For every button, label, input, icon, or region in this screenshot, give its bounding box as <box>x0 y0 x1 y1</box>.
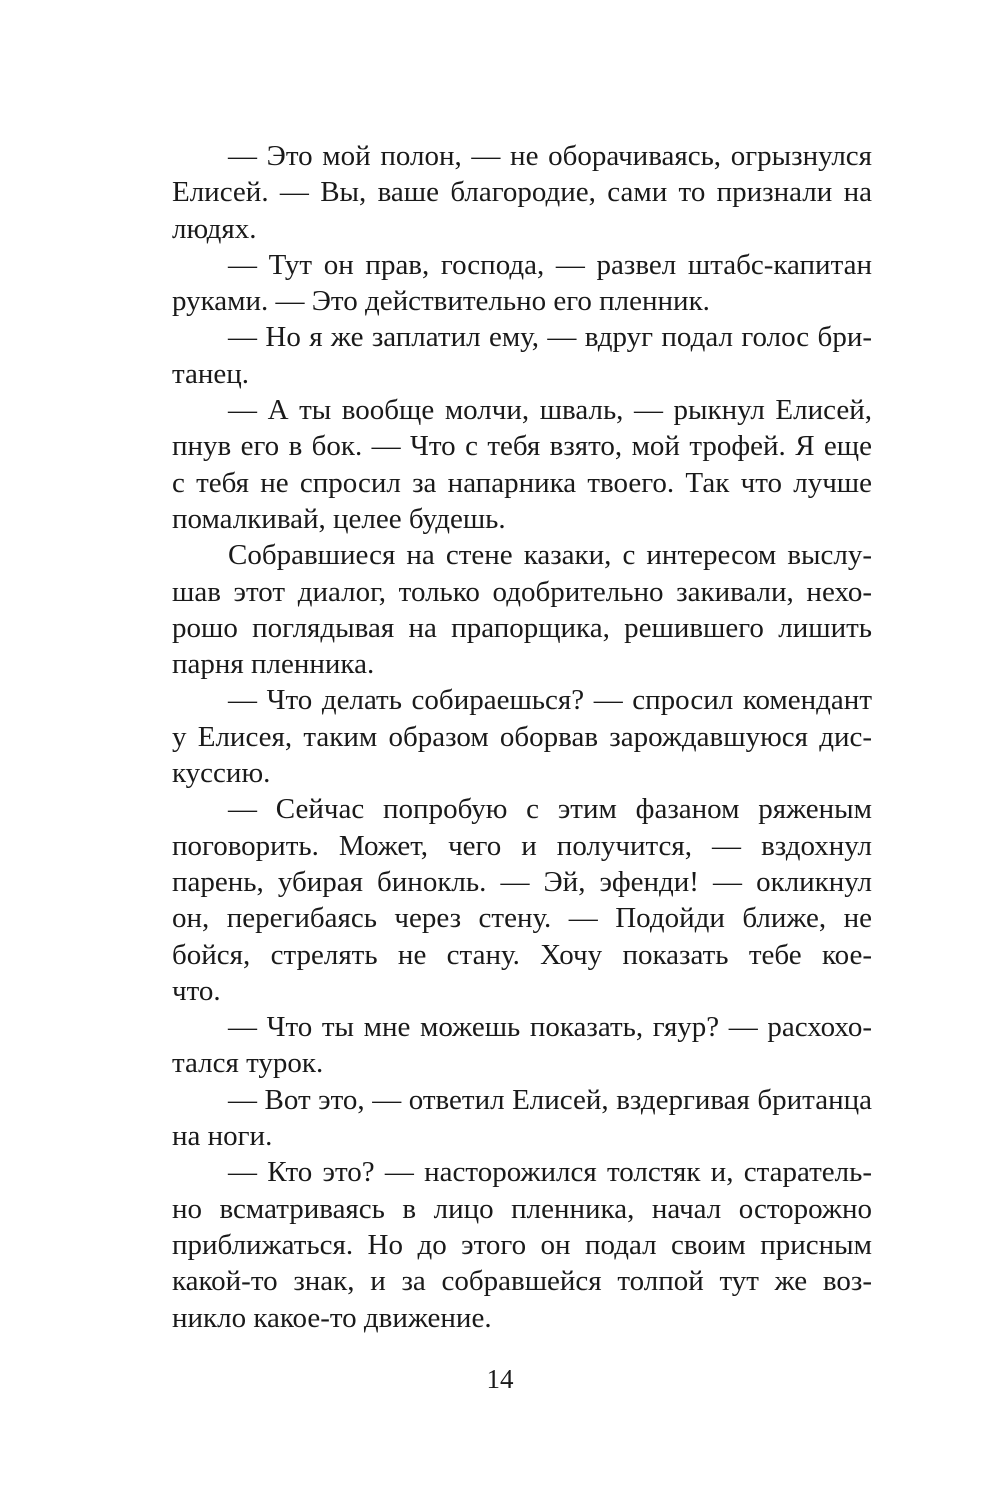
text-line: парня пленника. <box>172 648 375 681</box>
text-line: на ноги. <box>172 1120 273 1153</box>
paragraph <box>172 682 872 791</box>
text-line: руками. — Это действительно его пленник. <box>172 285 710 318</box>
text-line: — А ты вообще молчи, шваль, — рыкнул Елисей, <box>228 394 872 427</box>
text-line: — Тут он прав, господа, — развел штабс-капитан <box>228 248 872 281</box>
text-line: куссию. <box>172 757 271 790</box>
text-line: пнув его в бок. — Что с тебя взято, мой трофей. Я еще <box>172 430 872 463</box>
text-line: рошо поглядывая на прапорщика, решившего лишить <box>172 611 872 644</box>
text-line: шав этот диалог, только одобрительно закивали, нехо- <box>172 575 872 608</box>
text-line: — Сейчас попробую с этим фазаном ряженым <box>228 793 872 826</box>
paragraph <box>172 537 872 682</box>
text-line: у Елисея, таким образом оборвав зарождавшуюся дис- <box>172 720 872 753</box>
text-line: бойся, стрелять не стану. Хочу показать тебе кое- <box>172 938 872 971</box>
text-line: он, перегибаясь через стену. — Подойди ближе, не <box>172 902 872 935</box>
text-line: но всматриваясь в лицо пленника, начал осторожно <box>172 1192 872 1225</box>
paragraph <box>172 1154 872 1335</box>
text-line: танец. <box>172 357 250 390</box>
paragraph <box>172 1082 872 1155</box>
text-line: поговорить. Может, чего и получится, — вздохнул <box>172 829 872 862</box>
text-line: никло какое-то движение. <box>172 1301 492 1334</box>
paragraph <box>172 247 872 320</box>
text-line: — Но я же заплатил ему, — вдруг подал голос бри- <box>228 321 872 354</box>
body-text <box>172 138 872 1336</box>
text-line: с тебя не спросил за напарника твоего. Так что лучше <box>172 466 872 499</box>
text-line: что. <box>172 974 221 1007</box>
paragraph <box>172 1009 872 1082</box>
text-line: — Кто это? — насторожился толстяк и, старатель- <box>228 1156 872 1189</box>
paragraph <box>172 392 872 537</box>
paragraph <box>172 319 872 392</box>
text-line: — Это мой полон, — не оборачиваясь, огрызнулся <box>228 140 872 172</box>
text-line: парень, убирая бинокль. — Эй, эфенди! — окликнул <box>172 865 872 898</box>
text-line: — Что делать собираешься? — спросил комендант <box>228 684 872 717</box>
text-line: помалкивай, целее будешь. <box>172 502 506 535</box>
text-line: Собравшиеся на стене казаки, с интересом выслу- <box>228 539 872 572</box>
text-line: Елисей. — Вы, ваше благородие, сами то признали на <box>172 176 872 209</box>
text-line: — Вот это, — ответил Елисей, вздергивая британца <box>228 1083 872 1116</box>
page-number: 14 <box>486 1364 514 1394</box>
paragraph <box>172 791 872 1009</box>
text-line: тался турок. <box>172 1047 324 1080</box>
text-line: приближаться. Но до этого он подал своим присным <box>172 1228 872 1261</box>
paragraph <box>172 138 872 247</box>
text-line: людях. <box>172 212 257 245</box>
text-line: какой-то знак, и за собравшейся толпой тут же воз- <box>172 1265 872 1298</box>
text-line: — Что ты мне можешь показать, гяур? — расхохо- <box>228 1011 872 1044</box>
